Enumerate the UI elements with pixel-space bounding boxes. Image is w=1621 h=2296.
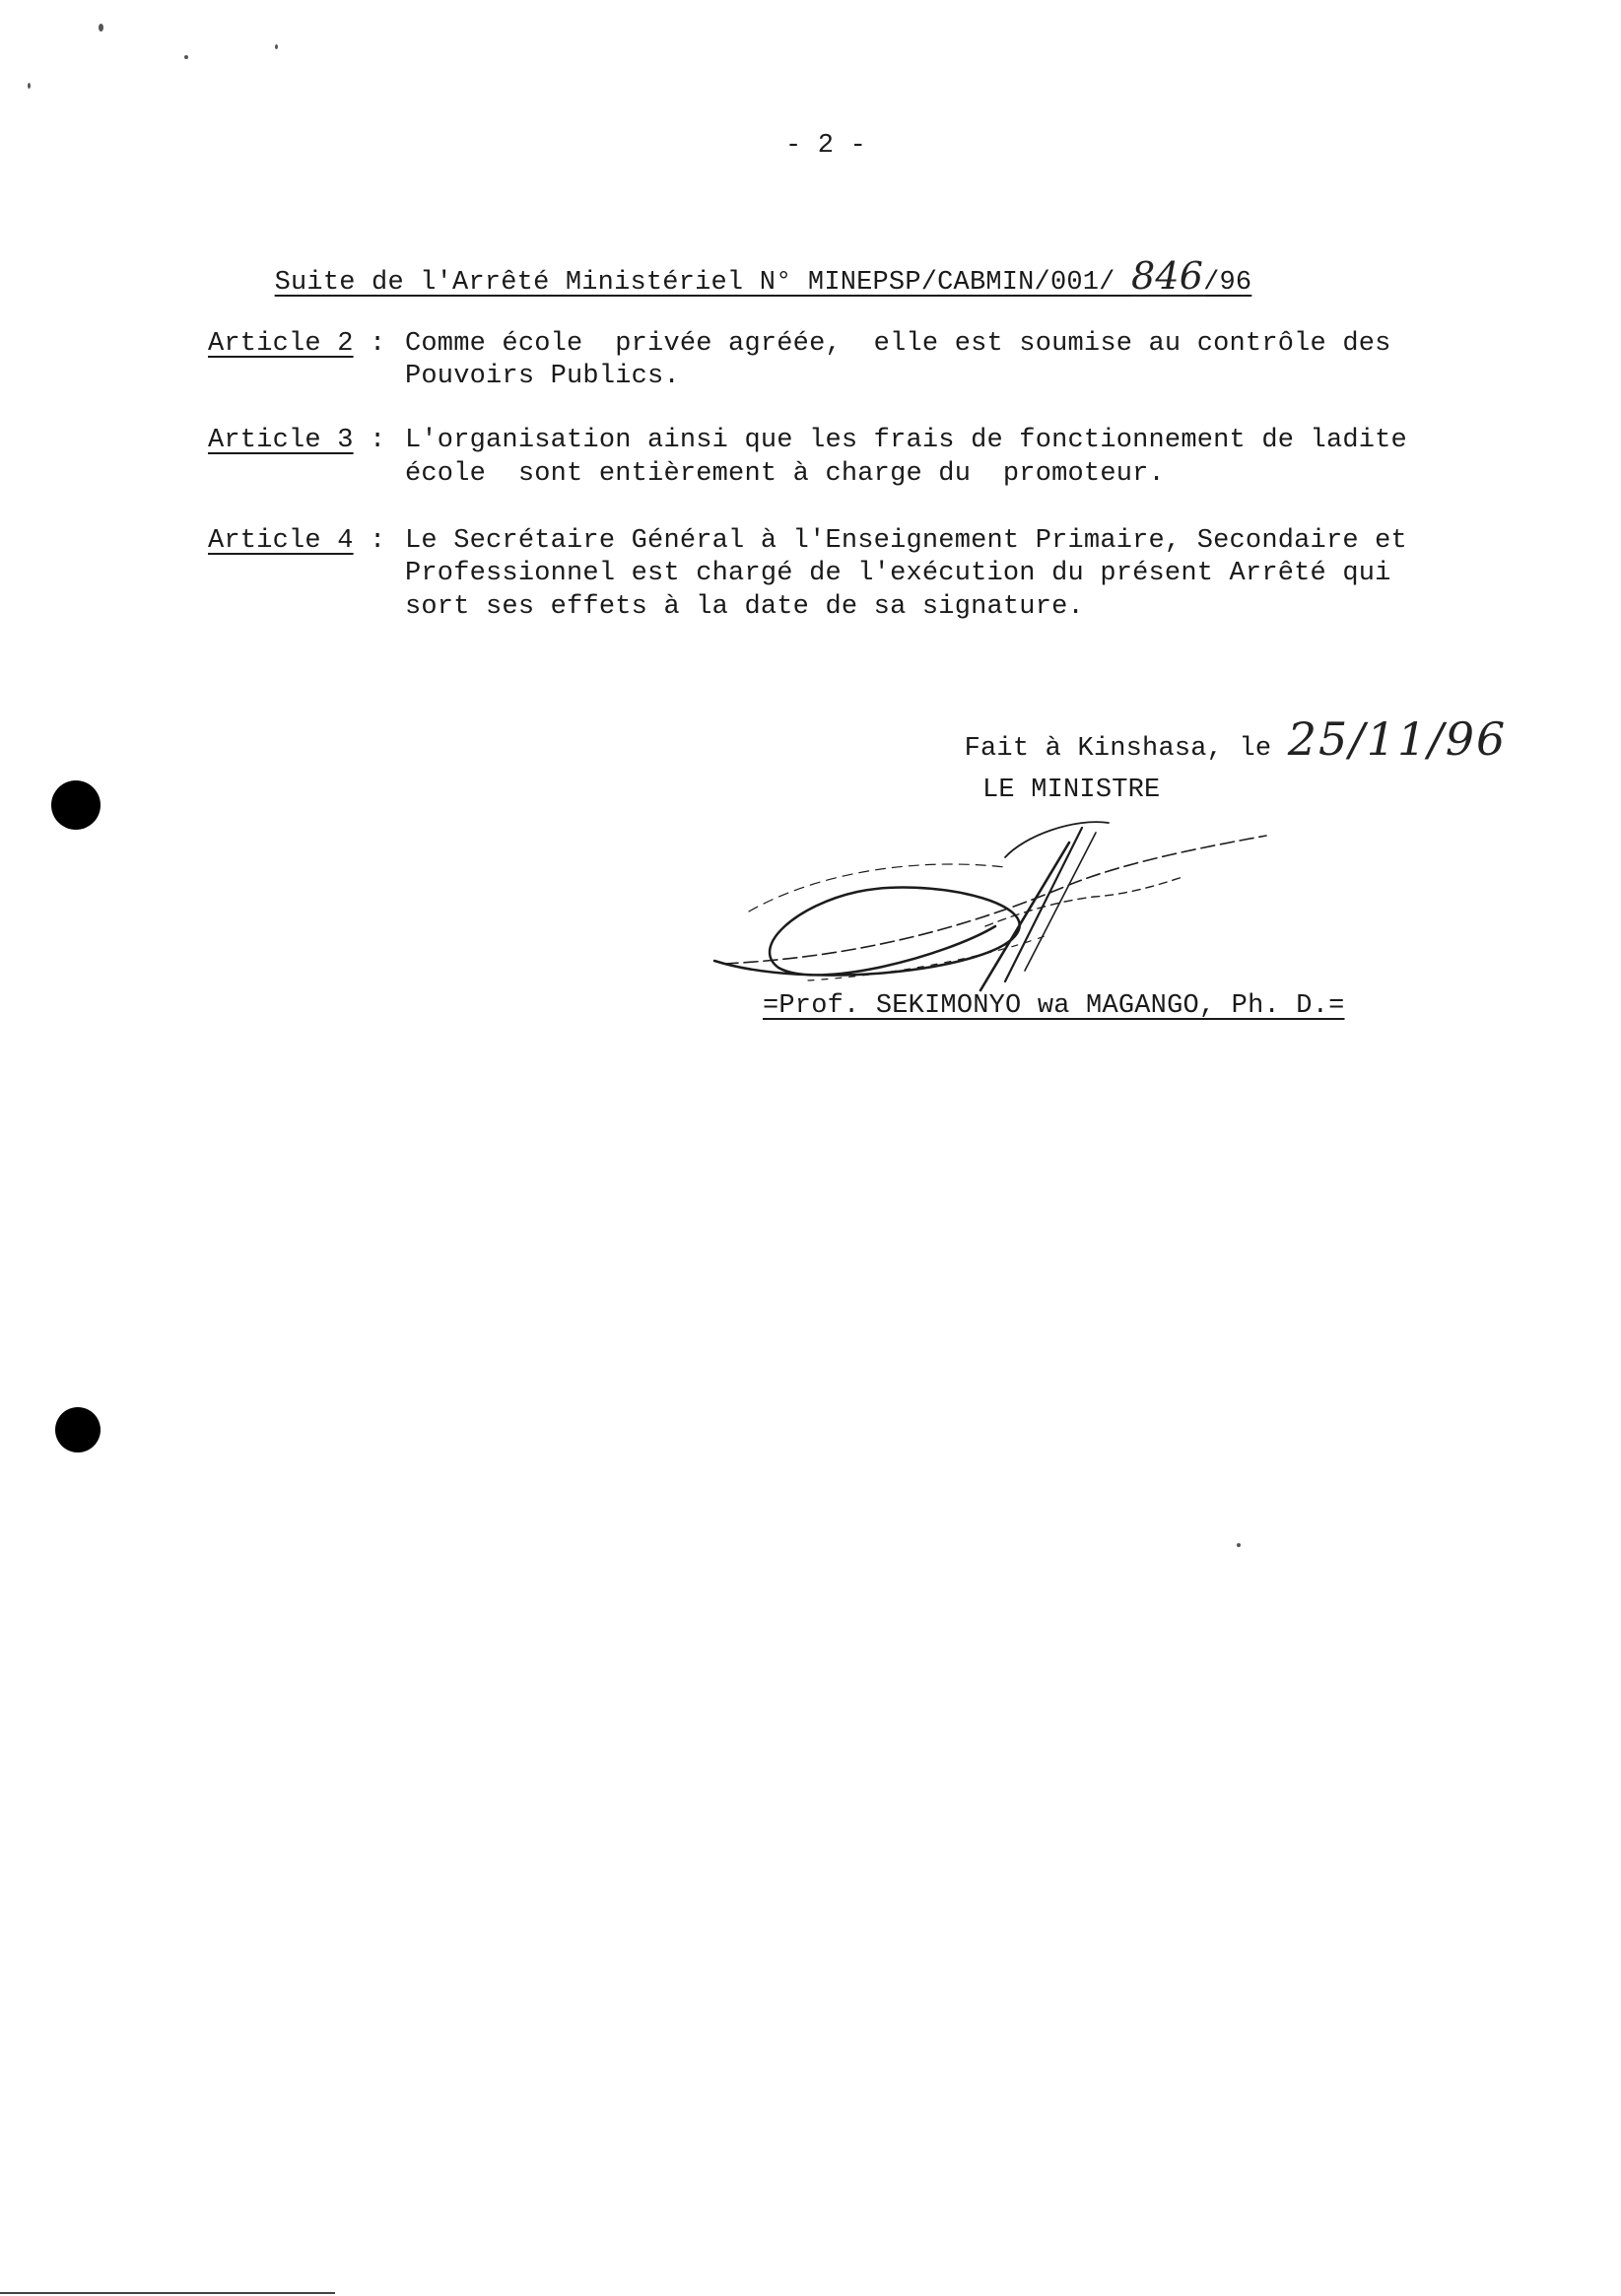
article-text-line: sort ses effets à la date de sa signature. [405, 592, 1084, 622]
scan-speck [275, 44, 278, 49]
scan-speck [184, 55, 188, 59]
page-number: - 2 - [785, 131, 867, 161]
article-text-line: Professionnel est chargé de l'exécution du présent Arrêté qui [405, 559, 1391, 588]
article-text-line: école sont entièrement à charge du promoteur. [405, 459, 1165, 489]
article-text-line: Le Secrétaire Général à l'Enseignement Primaire, Secondaire et [405, 526, 1407, 556]
handwritten-decree-number: 846 [1130, 254, 1204, 298]
handwritten-date: 25/11/96 [1287, 712, 1508, 766]
article-label: Article 4 : [208, 526, 386, 556]
article-text-line: Comme école privée agréée, elle est soumise au contrôle des [405, 329, 1391, 359]
scan-speck [28, 83, 31, 89]
signatory-name: =Prof. SEKIMONYO wa MAGANGO, Ph. D.= [763, 991, 1345, 1021]
article-text-line: Pouvoirs Publics. [405, 362, 680, 391]
bottom-edge-rule [0, 2292, 335, 2294]
article-label: Article 2 : [208, 329, 386, 359]
place-date-prefix: Fait à Kinshasa, le [964, 734, 1288, 764]
decree-reference-suffix: /96 [1203, 268, 1252, 298]
article-label: Article 3 : [208, 426, 386, 455]
article-text-line: L'organisation ainsi que les frais de fonctionnement de ladite [405, 426, 1407, 455]
handwritten-signature [690, 788, 1301, 1015]
scan-speck [99, 24, 103, 32]
punch-hole-bottom [55, 1407, 101, 1452]
punch-hole-top [51, 780, 101, 830]
signatory-title: LE MINISTRE [982, 776, 1161, 805]
decree-reference-heading [210, 226, 1251, 333]
scan-speck [1237, 1543, 1241, 1547]
decree-reference-prefix: Suite de l'Arrêté Ministériel N° MINEPSP/CABMIN/001/ [274, 268, 1131, 298]
